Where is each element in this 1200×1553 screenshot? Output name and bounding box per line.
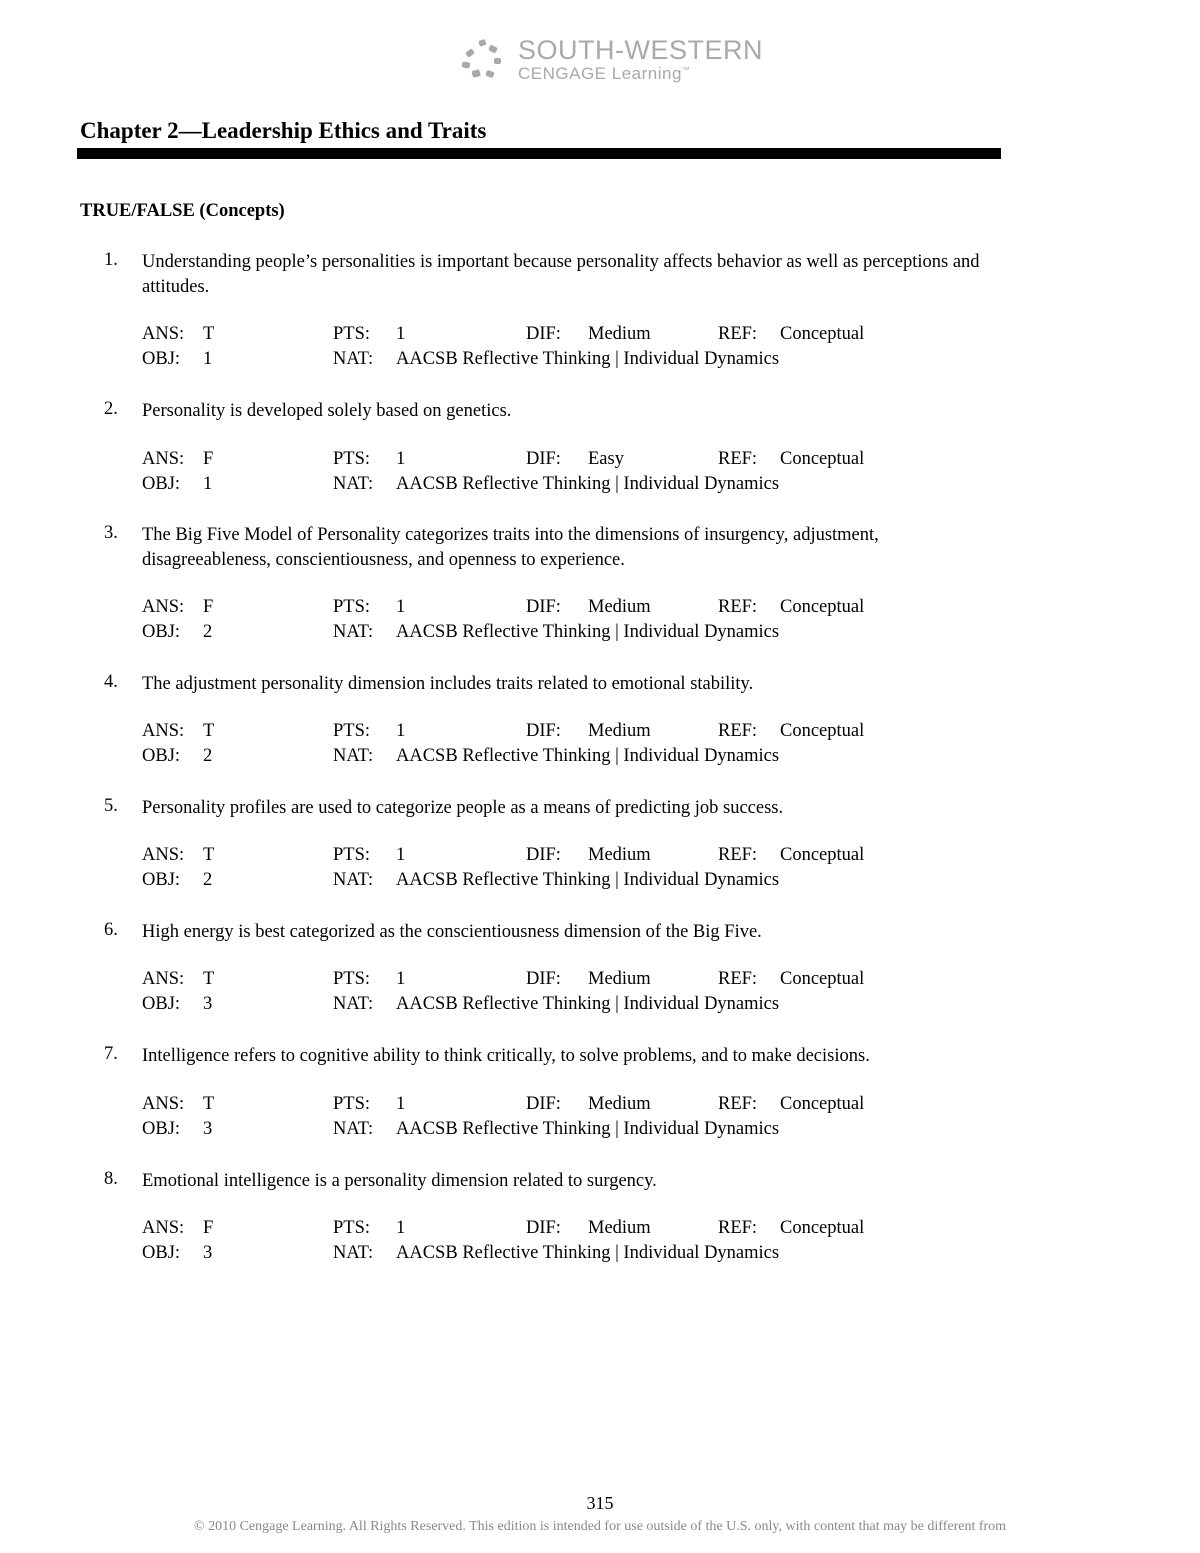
dif-value: Medium xyxy=(588,721,651,741)
copyright-notice: © 2010 Cengage Learning. All Rights Reserved. This edition is intended for use outside of the U.S. only, with content that may be different from xyxy=(193,1519,1007,1534)
ans-value: F xyxy=(203,449,214,469)
obj-label: OBJ: xyxy=(142,746,181,766)
answer-meta xyxy=(0,1218,1200,1268)
dif-label: DIF: xyxy=(526,1094,561,1114)
obj-value: 3 xyxy=(203,1119,213,1139)
dif-label: DIF: xyxy=(526,845,561,865)
pts-value: 1 xyxy=(396,1094,406,1114)
obj-value: 1 xyxy=(203,474,213,494)
obj-label: OBJ: xyxy=(142,1243,181,1263)
ans-value: F xyxy=(203,1218,214,1238)
nat-label: NAT: xyxy=(333,349,374,369)
question-number: 2. xyxy=(104,399,118,419)
nat-value: AACSB Reflective Thinking | Individual Dynamics xyxy=(396,474,780,494)
ref-value: Conceptual xyxy=(780,969,865,989)
ans-value: T xyxy=(203,721,215,741)
logo-line-2-text: CENGAGE Learning xyxy=(518,64,682,83)
dif-label: DIF: xyxy=(526,1218,561,1238)
obj-label: OBJ: xyxy=(142,622,181,642)
obj-label: OBJ: xyxy=(142,349,181,369)
logo-line-1: SOUTH-WESTERN xyxy=(518,35,763,65)
ref-label: REF: xyxy=(718,721,758,741)
pts-label: PTS: xyxy=(333,845,371,865)
ref-value: Conceptual xyxy=(780,324,865,344)
ans-label: ANS: xyxy=(142,1094,185,1114)
obj-value: 1 xyxy=(203,349,213,369)
ans-value: T xyxy=(203,1094,215,1114)
dif-value: Medium xyxy=(588,1094,651,1114)
ref-label: REF: xyxy=(718,969,758,989)
answer-meta xyxy=(0,1094,1200,1144)
nat-label: NAT: xyxy=(333,622,374,642)
answer-meta xyxy=(0,845,1200,895)
pts-value: 1 xyxy=(396,597,406,617)
ref-value: Conceptual xyxy=(780,597,865,617)
obj-label: OBJ: xyxy=(142,1119,181,1139)
pts-value: 1 xyxy=(396,721,406,741)
ref-value: Conceptual xyxy=(780,845,865,865)
question-text: Emotional intelligence is a personality dimension related to surgency. xyxy=(142,1171,657,1191)
pts-value: 1 xyxy=(396,845,406,865)
pts-label: PTS: xyxy=(333,597,371,617)
dif-label: DIF: xyxy=(526,597,561,617)
question-number: 7. xyxy=(104,1044,118,1064)
pts-value: 1 xyxy=(396,969,406,989)
dif-value: Medium xyxy=(588,597,651,617)
dif-value: Easy xyxy=(588,449,624,469)
nat-value: AACSB Reflective Thinking | Individual Dynamics xyxy=(396,746,780,766)
question-text: Personality profiles are used to categorize people as a means of predicting job success. xyxy=(142,798,784,818)
nat-label: NAT: xyxy=(333,994,374,1014)
nat-label: NAT: xyxy=(333,870,374,890)
obj-label: OBJ: xyxy=(142,994,181,1014)
ref-value: Conceptual xyxy=(780,1094,865,1114)
answer-meta xyxy=(0,969,1200,1019)
question-number: 6. xyxy=(104,920,118,940)
ans-label: ANS: xyxy=(142,324,185,344)
ans-value: F xyxy=(203,597,214,617)
ref-label: REF: xyxy=(718,324,758,344)
ans-label: ANS: xyxy=(142,969,185,989)
ans-value: T xyxy=(203,845,215,865)
pts-value: 1 xyxy=(396,449,406,469)
obj-value: 2 xyxy=(203,622,213,642)
question-number: 5. xyxy=(104,796,118,816)
pts-label: PTS: xyxy=(333,324,371,344)
nat-label: NAT: xyxy=(333,474,374,494)
chapter-title: Chapter 2—Leadership Ethics and Traits xyxy=(80,118,487,143)
nat-value: AACSB Reflective Thinking | Individual Dynamics xyxy=(396,1119,780,1139)
dif-value: Medium xyxy=(588,969,651,989)
dif-label: DIF: xyxy=(526,449,561,469)
ref-value: Conceptual xyxy=(780,449,865,469)
ref-label: REF: xyxy=(718,1094,758,1114)
question-text: High energy is best categorized as the conscientiousness dimension of the Big Five. xyxy=(142,922,762,942)
answer-meta xyxy=(0,721,1200,771)
nat-label: NAT: xyxy=(333,746,374,766)
title-rule xyxy=(77,148,1001,159)
ref-value: Conceptual xyxy=(780,721,865,741)
question-text: Personality is developed solely based on genetics. xyxy=(142,401,512,421)
ref-label: REF: xyxy=(718,449,758,469)
ans-label: ANS: xyxy=(142,449,185,469)
nat-value: AACSB Reflective Thinking | Individual Dynamics xyxy=(396,870,780,890)
nat-label: NAT: xyxy=(333,1119,374,1139)
obj-value: 3 xyxy=(203,994,213,1014)
obj-value: 3 xyxy=(203,1243,213,1263)
pts-value: 1 xyxy=(396,1218,406,1238)
logo-line-2 xyxy=(518,64,690,84)
dif-value: Medium xyxy=(588,1218,651,1238)
ref-label: REF: xyxy=(718,845,758,865)
section-heading: TRUE/FALSE (Concepts) xyxy=(80,201,285,221)
cengage-star-icon xyxy=(460,38,508,82)
question-number: 1. xyxy=(104,250,118,270)
pts-label: PTS: xyxy=(333,1094,371,1114)
pts-label: PTS: xyxy=(333,721,371,741)
question-text: The Big Five Model of Personality categorizes traits into the dimensions of insurgency, adjustment, disagreeableness, conscientiousness, and openness to experience. xyxy=(142,525,879,570)
dif-value: Medium xyxy=(588,324,651,344)
question-text: Understanding people’s personalities is important because personality affects behavior as well as perceptions and attitudes. xyxy=(142,252,980,297)
nat-label: NAT: xyxy=(333,1243,374,1263)
nat-value: AACSB Reflective Thinking | Individual Dynamics xyxy=(396,622,780,642)
ans-value: T xyxy=(203,324,215,344)
publisher-logo xyxy=(460,34,763,86)
answer-meta xyxy=(0,597,1200,647)
question-number: 8. xyxy=(104,1169,118,1189)
pts-value: 1 xyxy=(396,324,406,344)
pts-label: PTS: xyxy=(333,1218,371,1238)
ref-value: Conceptual xyxy=(780,1218,865,1238)
dif-label: DIF: xyxy=(526,969,561,989)
dif-label: DIF: xyxy=(526,324,561,344)
question-text: The adjustment personality dimension includes traits related to emotional stability. xyxy=(142,674,754,694)
ans-label: ANS: xyxy=(142,845,185,865)
obj-label: OBJ: xyxy=(142,474,181,494)
page-number: 315 xyxy=(586,1493,614,1513)
dif-value: Medium xyxy=(588,845,651,865)
dif-label: DIF: xyxy=(526,721,561,741)
ans-label: ANS: xyxy=(142,597,185,617)
ans-label: ANS: xyxy=(142,721,185,741)
nat-value: AACSB Reflective Thinking | Individual Dynamics xyxy=(396,1243,780,1263)
trademark: ™ xyxy=(681,65,691,75)
question-number: 3. xyxy=(104,523,118,543)
obj-label: OBJ: xyxy=(142,870,181,890)
ans-label: ANS: xyxy=(142,1218,185,1238)
ref-label: REF: xyxy=(718,597,758,617)
question-text: Intelligence refers to cognitive ability to think critically, to solve problems, and to make decisions. xyxy=(142,1046,870,1066)
pts-label: PTS: xyxy=(333,969,371,989)
answer-meta xyxy=(0,449,1200,499)
question-number: 4. xyxy=(104,672,118,692)
nat-value: AACSB Reflective Thinking | Individual Dynamics xyxy=(396,994,780,1014)
obj-value: 2 xyxy=(203,870,213,890)
obj-value: 2 xyxy=(203,746,213,766)
ref-label: REF: xyxy=(718,1218,758,1238)
answer-meta xyxy=(0,324,1200,374)
pts-label: PTS: xyxy=(333,449,371,469)
nat-value: AACSB Reflective Thinking | Individual Dynamics xyxy=(396,349,780,369)
ans-value: T xyxy=(203,969,215,989)
